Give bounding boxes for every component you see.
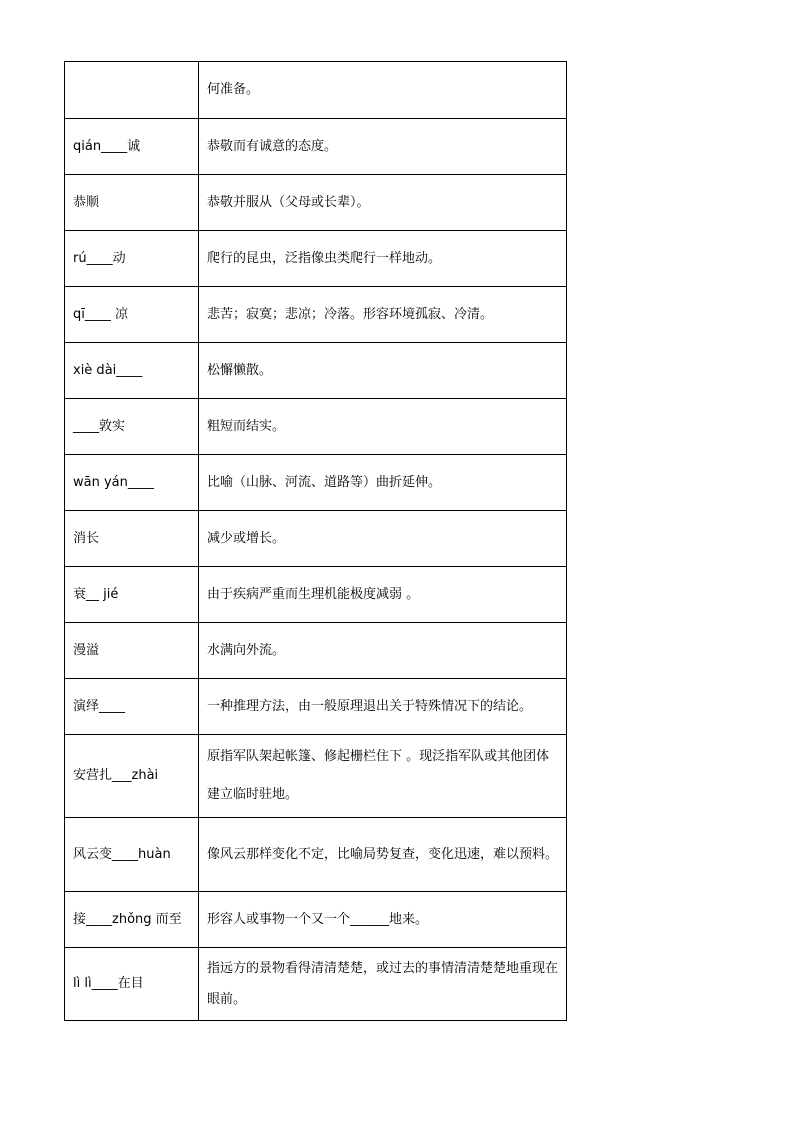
term-cell: 接____zhǒng 而至 bbox=[65, 892, 199, 948]
table-row bbox=[65, 511, 567, 567]
table-row bbox=[65, 679, 567, 735]
term-cell: ____敦实 bbox=[65, 399, 199, 455]
table-row bbox=[65, 231, 567, 287]
definition-cell: 原指军队架起帐篷、修起栅栏住下 。现泛指军队或其他团体建立临时驻地。 bbox=[199, 735, 567, 818]
table-row bbox=[65, 567, 567, 623]
term-cell: 风云变____huàn bbox=[65, 818, 199, 892]
definition-cell: 粗短而结实。 bbox=[199, 399, 567, 455]
definition-cell: 形容人或事物一个又一个______地来。 bbox=[199, 892, 567, 948]
term-cell: 演绎____ bbox=[65, 679, 199, 735]
definition-cell: 恭敬并服从（父母或长辈）。 bbox=[199, 175, 567, 231]
term-cell: 恭顺 bbox=[65, 175, 199, 231]
table-row bbox=[65, 343, 567, 399]
term-cell: qián____诚 bbox=[65, 119, 199, 175]
table-row bbox=[65, 119, 567, 175]
definition-cell: 减少或增长。 bbox=[199, 511, 567, 567]
vocabulary-table bbox=[64, 61, 567, 1021]
term-cell: 漫溢 bbox=[65, 623, 199, 679]
term-cell: qī____ 凉 bbox=[65, 287, 199, 343]
table-row bbox=[65, 892, 567, 948]
definition-cell: 恭敬而有诚意的态度。 bbox=[199, 119, 567, 175]
term-cell bbox=[65, 62, 199, 119]
definition-cell: 比喻（山脉、河流、道路等）曲折延伸。 bbox=[199, 455, 567, 511]
term-cell: wān yán____ bbox=[65, 455, 199, 511]
term-cell: xiè dài____ bbox=[65, 343, 199, 399]
definition-cell: 指远方的景物看得清清楚楚，或过去的事情清清楚楚地重现在眼前。 bbox=[199, 948, 567, 1021]
table-row bbox=[65, 818, 567, 892]
definition-cell: 由于疾病严重而生理机能极度减弱 。 bbox=[199, 567, 567, 623]
table-row bbox=[65, 399, 567, 455]
term-cell: lì lì____在目 bbox=[65, 948, 199, 1021]
table-row bbox=[65, 948, 567, 1021]
definition-cell: 像风云那样变化不定，比喻局势复查，变化迅速，难以预料。 bbox=[199, 818, 567, 892]
term-cell: 消长 bbox=[65, 511, 199, 567]
table-row bbox=[65, 62, 567, 119]
term-cell: rú____动 bbox=[65, 231, 199, 287]
definition-cell: 爬行的昆虫，泛指像虫类爬行一样地动。 bbox=[199, 231, 567, 287]
term-cell: 安营扎___zhài bbox=[65, 735, 199, 818]
definition-cell: 何准备。 bbox=[199, 62, 567, 119]
table-row bbox=[65, 175, 567, 231]
definition-cell: 水满向外流。 bbox=[199, 623, 567, 679]
definition-cell: 悲苦；寂寞；悲凉；冷落。形容环境孤寂、冷清。 bbox=[199, 287, 567, 343]
definition-cell: 松懈懒散。 bbox=[199, 343, 567, 399]
table-row bbox=[65, 623, 567, 679]
table-row bbox=[65, 455, 567, 511]
table-row bbox=[65, 287, 567, 343]
table-row bbox=[65, 735, 567, 818]
definition-cell: 一种推理方法，由一般原理退出关于特殊情况下的结论。 bbox=[199, 679, 567, 735]
term-cell: 衰__ jié bbox=[65, 567, 199, 623]
